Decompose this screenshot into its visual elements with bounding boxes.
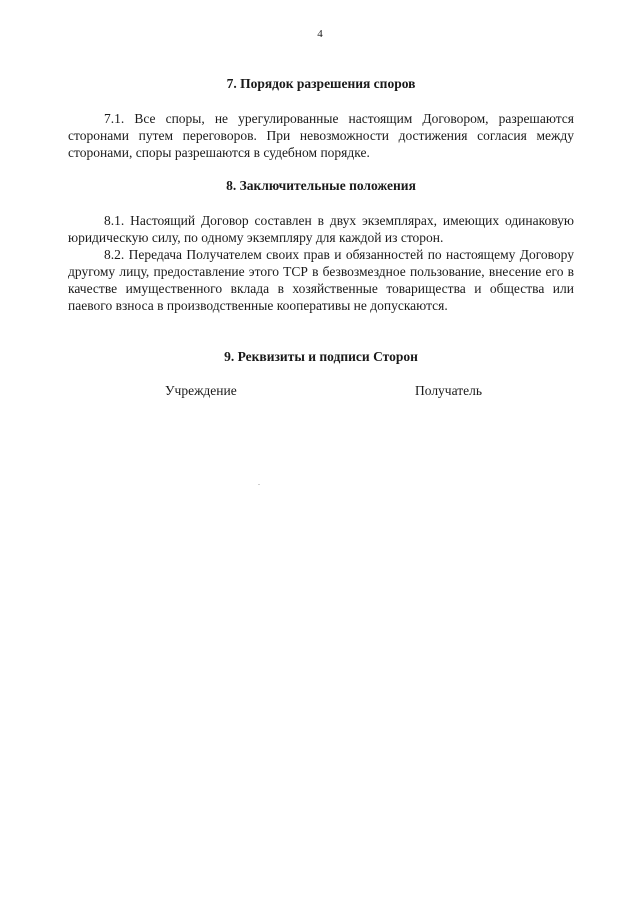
party-institution-label: Учреждение (165, 383, 237, 398)
party-recipient-label: Получатель (415, 383, 483, 398)
clause-8-2: 8.2. Передача Получателем своих прав и обязанностей по настоящему Договору другому лицу, предоставление этого ТСР в безвозмездное пользование, внесение его в качестве имущественного вклада в хозяйственные товарищества и общества или паевого взноса в производственные кооперативы не допускаются. (68, 247, 574, 313)
scan-speck (258, 484, 260, 485)
clause-8-1: 8.1. Настоящий Договор составлен в двух экземплярах, имеющих одинаковую юридическую силу, по одному экземпляру для каждой из сторон. (68, 213, 574, 245)
clause-7-1: 7.1. Все споры, не урегулированные настоящим Договором, разрешаются сторонами путем переговоров. При невозможности достижения согласия между сторонами, споры разрешаются в судебном порядке. (68, 111, 574, 160)
page-number: 4 (317, 28, 323, 40)
section-8-title: 8. Заключительные положения (226, 178, 416, 193)
section-9-title: 9. Реквизиты и подписи Сторон (224, 349, 418, 364)
section-7-title: 7. Порядок разрешения споров (226, 76, 416, 91)
